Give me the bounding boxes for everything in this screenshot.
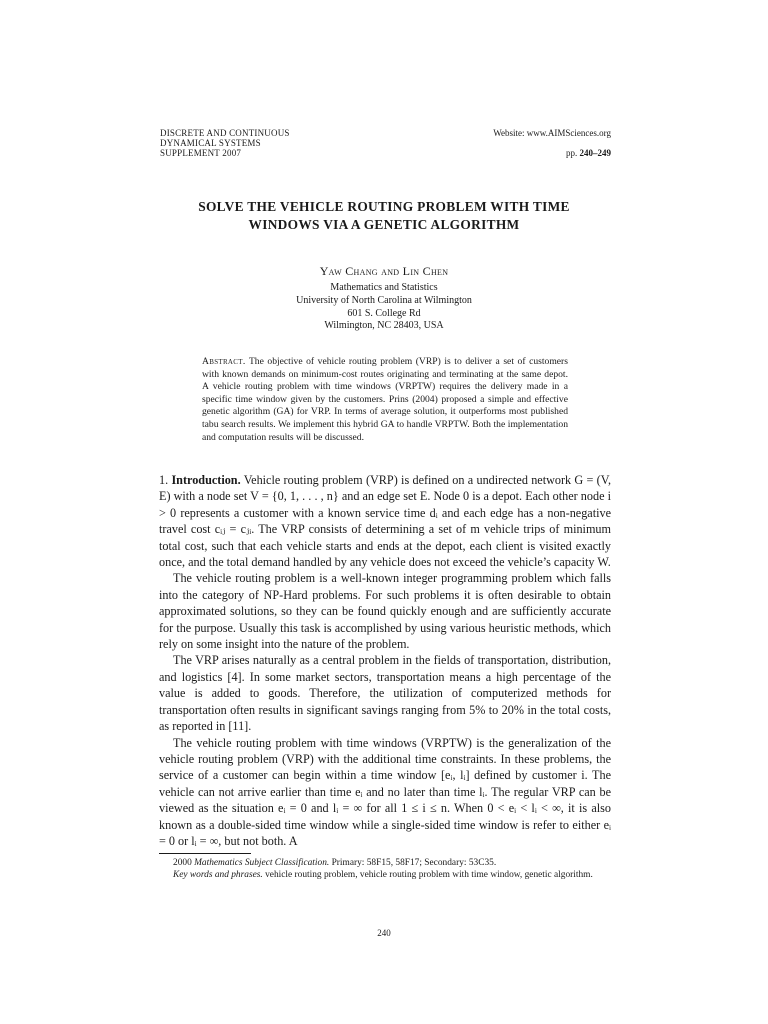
title-line-1: SOLVE THE VEHICLE ROUTING PROBLEM WITH TIME <box>198 199 570 214</box>
msc-label: Mathematics Subject Classification. <box>194 858 330 868</box>
pages-label: pp. <box>566 148 578 158</box>
footnote-rule <box>159 853 251 854</box>
journal-line: DISCRETE AND CONTINUOUS <box>160 128 290 138</box>
footnotes <box>159 857 611 882</box>
msc-footnote <box>159 857 611 869</box>
section-heading: Introduction. <box>171 473 241 487</box>
msc-year: 2000 <box>173 858 192 868</box>
paper-title <box>140 198 628 234</box>
journal-header <box>160 128 290 158</box>
msc-text: Primary: 58F15, 58F17; Secondary: 53C35. <box>331 858 497 868</box>
paragraph: The vehicle routing problem is a well-known integer programming problem which falls into the category of NP-Hard problems. For such problems it is often desirable to obtain approximated solutions, so they can be found quickly enough and are sufficiently accurate for the purpose. Usually this task is accomplished by using various heuristic methods, which rely on some insight into the nature of the problem. <box>159 571 611 652</box>
affiliation-line: Mathematics and Statistics <box>330 282 438 293</box>
page-range-line <box>493 148 611 158</box>
keywords-footnote <box>159 869 611 881</box>
affiliation <box>160 282 608 333</box>
abstract-text: The objective of vehicle routing problem (VRP) is to deliver a set of customers with known demands on minimum-cost routes originating and terminating at the same depot. A vehicle routing problem with time windows (VRPTW) requires the delivery made in a specific time window given by the customers. Prins (2004) proposed a simple and effective genetic algorithm (GA) for VRP. In terms of average solution, it outperforms most published tabu search results. We implement this hybrid GA to handle VRPTW. Both the implementation and computation results will be discussed. <box>202 356 568 443</box>
affiliation-line: Wilmington, NC 28403, USA <box>324 320 444 332</box>
affiliation-line: 601 S. College Rd <box>347 307 421 319</box>
affiliation-line: University of North Carolina at Wilmington <box>296 294 472 306</box>
keywords-text: vehicle routing problem, vehicle routing problem with time window, genetic algorithm. <box>265 870 593 881</box>
website-line: Website: www.AIMSciences.org <box>493 128 611 138</box>
journal-meta <box>493 128 611 158</box>
keywords-label: Key words and phrases. <box>173 870 263 881</box>
paragraph-text: Vehicle routing problem (VRP) is defined on a undirected network G = (V, E) with a node set V = {0, 1, . . . , n} and an edge set E. Node 0 is a depot. Each other node i > 0 represents a customer with a known service time dᵢ and each edge has a non-negative travel cost cᵢⱼ = cⱼᵢ. The VRP consists of determining a set of m vehicle trips of minimum total cost, such that each vehicle starts and ends at the depot, each client is visited exactly once, and the total demand handled by any vehicle does not exceed the vehicle’s capacity W. <box>159 473 612 570</box>
journal-line: SUPPLEMENT 2007 <box>160 148 242 158</box>
section-number: 1. <box>159 473 169 487</box>
abstract-label: Abstract. <box>202 356 246 367</box>
title-line-2: WINDOWS VIA A GENETIC ALGORITHM <box>248 217 520 232</box>
paragraph: The VRP arises naturally as a central problem in the fields of transportation, distribution, and logistics [4]. In some market sectors, transportation means a high percentage of the value is added to goods. Therefore, the utilization of computerized methods for transportation often results in significant savings ranging from 5% to 20% in the total costs, as reported in [11]. <box>159 653 611 734</box>
pages-range: 240–249 <box>579 148 611 158</box>
paragraph <box>159 472 611 570</box>
page-number: 240 <box>377 928 391 938</box>
abstract <box>202 356 568 444</box>
section-introduction <box>159 472 611 849</box>
journal-line: DYNAMICAL SYSTEMS <box>160 138 261 148</box>
paragraph: The vehicle routing problem with time windows (VRPTW) is the generalization of the vehicle routing problem (VRP) with the additional time constraints. In these problems, the service of a customer can begin within a time window [eᵢ, lᵢ] defined by customer i. The vehicle can not arrive earlier than time eᵢ and no later than time lᵢ. The regular VRP can be viewed as the situation eᵢ = 0 and lᵢ = ∞ for all 1 ≤ i ≤ n. When 0 < eᵢ < lᵢ < ∞, it is also known as a double-sided time window while a single-sided time window is refer to either eᵢ = 0 or lᵢ = ∞, but not both. A <box>159 735 611 848</box>
authors: Yaw Chang and Lin Chen <box>319 264 449 278</box>
